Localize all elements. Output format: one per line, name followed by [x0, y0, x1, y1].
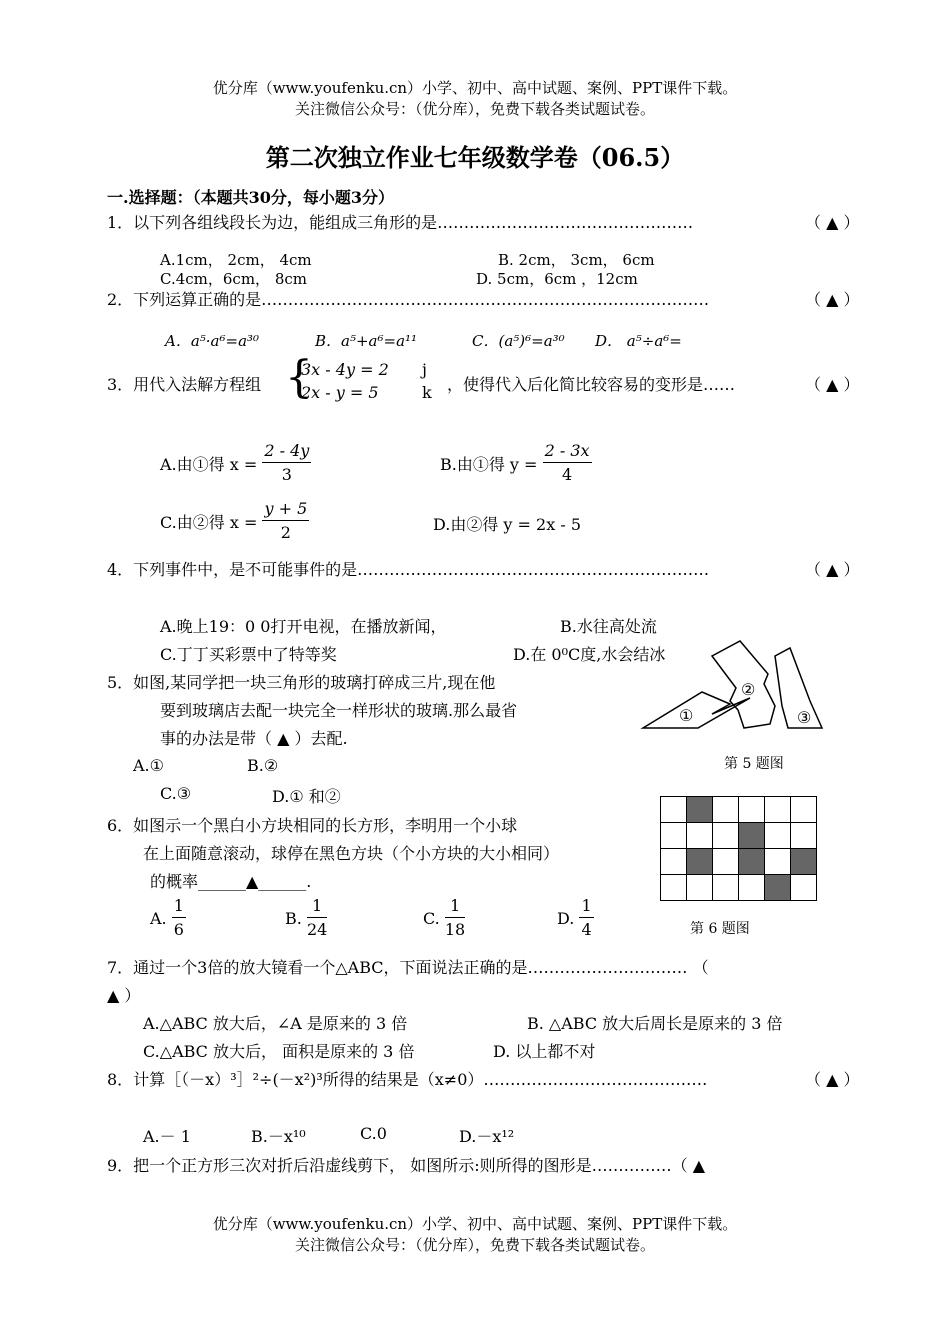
grid-cell-white: [791, 875, 817, 901]
q6-option-d: [557, 895, 594, 942]
q3-b-numerator: 2 - 3x: [543, 440, 592, 463]
q4-stem: 4．下列事件中，是不可能事件的是…………………………………………………………: [107, 560, 710, 579]
q3-option-c: [160, 498, 309, 545]
q3-equation-2: 2x - y = 5: [301, 383, 379, 402]
q3-option-c-label: C.由②得 x =: [160, 513, 258, 532]
q6-option-b-label: B.: [285, 909, 302, 928]
q8-stem: 8．计算［（－x）³］²÷(－x²)³所得的结果是（x≠0）……………………………………: [107, 1070, 708, 1089]
grid-cell-black: [791, 849, 817, 875]
q6-option-a-label: A.: [150, 909, 167, 928]
q2-option-d: D． a⁵÷a⁶=: [595, 332, 682, 350]
q2-option-a: A．a⁵·a⁶=a³⁰: [165, 332, 260, 350]
q6-d-denominator: 4: [581, 920, 592, 939]
q3-option-b-fraction: [543, 440, 592, 487]
grid-cell-white: [661, 823, 687, 849]
q2-option-c: C．(a⁵)⁶=a³⁰: [472, 332, 565, 350]
q4-option-a: A.晚上19：0 0打开电视，在播放新闻，: [160, 617, 447, 636]
q5-line-3: 事的办法是带（ ▲ ）去配.: [160, 729, 348, 748]
q1-option-d: D. 5cm，6cm ，12cm: [476, 270, 638, 288]
glass-label-3: ③: [797, 708, 812, 727]
q4-option-d: D.在 0⁰C度,水会结冰: [513, 645, 666, 664]
grid-cell-black: [687, 849, 713, 875]
grid-cell-white: [791, 823, 817, 849]
grid-row: [661, 849, 817, 875]
q6-option-a-fraction: [172, 895, 186, 942]
glass-label-1: ①: [679, 706, 694, 725]
q6-b-denominator: 24: [306, 920, 328, 939]
grid-cell-white: [661, 875, 687, 901]
q6-option-a: [150, 895, 186, 942]
q6-option-b: [285, 895, 327, 942]
q6-line-3: 的概率______▲______.: [150, 872, 312, 891]
grid-cell-black: [739, 849, 765, 875]
header-line-1: 优分库（www.youfenku.cn）小学、初中、高中试题、案例、PPT课件下载。: [212, 79, 738, 97]
glass-piece-1: [643, 692, 750, 728]
grid-cell-black: [739, 823, 765, 849]
grid-cell-white: [765, 823, 791, 849]
grid-cell-white: [713, 797, 739, 823]
grid-row: [661, 797, 817, 823]
q6-grid-figure: [660, 796, 817, 901]
q8-answer-blank: （ ▲ ）: [805, 1070, 860, 1089]
header-line-2: 关注微信公众号：（优分库），免费下载各类试题试卷。: [294, 100, 655, 118]
q4-option-c: C.丁丁买彩票中了特等奖: [160, 645, 337, 664]
page-title: 第二次独立作业七年级数学卷（06.5）: [265, 143, 685, 172]
q7-option-c: C.△ABC 放大后， 面积是原来的 3 倍: [143, 1042, 415, 1061]
q6-b-numerator: 1: [307, 895, 327, 918]
grid-cell-white: [765, 849, 791, 875]
grid-cell-white: [661, 849, 687, 875]
q4-answer-blank: （ ▲ ）: [805, 560, 860, 579]
q3-mark-2: k: [422, 383, 432, 402]
q1-answer-blank: （ ▲ ）: [805, 213, 860, 232]
q3-c-denominator: 2: [280, 523, 291, 542]
q7-stem: 7．通过一个3倍的放大镜看一个△ABC，下面说法正确的是………………………… （: [107, 958, 709, 977]
q4-option-b: B.水往高处流: [560, 617, 657, 636]
q3-stem-pre: 3．用代入法解方程组: [107, 375, 262, 394]
q7-option-d: D. 以上都不对: [493, 1042, 596, 1061]
q3-answer-blank: （ ▲ ）: [805, 375, 860, 394]
grid-cell-white: [713, 875, 739, 901]
q3-equation-1: 3x - 4y = 2: [301, 360, 389, 379]
q6-d-numerator: 1: [579, 895, 593, 918]
q6-line-2: 在上面随意滚动，球停在黑色方块（个小方块的大小相同）: [143, 844, 560, 863]
q8-option-a: A.－ 1: [143, 1127, 191, 1146]
grid-cell-black: [765, 875, 791, 901]
grid-cell-white: [765, 797, 791, 823]
q5-option-d: D.① 和②: [272, 787, 341, 806]
q3-option-a-fraction: [262, 440, 311, 487]
q5-line-1: 5．如图,某同学把一块三角形的玻璃打碎成三片,现在他: [107, 673, 496, 692]
q6-c-denominator: 18: [444, 920, 466, 939]
grid-cell-white: [713, 849, 739, 875]
q1-option-b: B. 2cm， 3cm， 6cm: [498, 251, 655, 269]
glass-label-2: ②: [741, 680, 756, 699]
grid-cell-white: [739, 797, 765, 823]
grid-row: [661, 875, 817, 901]
q6-option-d-fraction: [579, 895, 593, 942]
q2-answer-blank: （ ▲ ）: [805, 290, 860, 309]
q3-a-numerator: 2 - 4y: [262, 440, 311, 463]
q8-option-b: B.－x¹⁰: [251, 1127, 306, 1146]
q6-option-d-label: D.: [557, 909, 575, 928]
q6-line-1: 6．如图示一个黑白小方块相同的长方形，李明用一个小球: [107, 816, 518, 835]
q5-option-a: A.①: [133, 756, 164, 775]
section-heading: 一.选择题：（本题共30分，每小题3分）: [107, 188, 394, 207]
q8-option-d: D.－x¹²: [459, 1127, 515, 1146]
q3-option-a-label: A.由①得 x =: [160, 455, 258, 474]
q5-option-b: B.②: [247, 756, 279, 775]
footer-line-1: 优分库（www.youfenku.cn）小学、初中、高中试题、案例、PPT课件下载。: [212, 1215, 738, 1233]
q5-line-2: 要到玻璃店去配一块完全一样形状的玻璃.那么最省: [160, 701, 518, 720]
q8-option-c: C.0: [360, 1124, 387, 1143]
q3-brace: {: [285, 352, 313, 403]
grid-cell-white: [791, 797, 817, 823]
q5-caption: 第 5 题图: [724, 756, 784, 772]
q7-option-b: B. △ABC 放大后周长是原来的 3 倍: [527, 1014, 783, 1033]
q3-option-b: [440, 440, 592, 487]
q6-c-numerator: 1: [445, 895, 465, 918]
q9-stem: 9．把一个正方形三次对折后沿虚线剪下， 如图所示:则所得的图形是……………（ ▲: [107, 1156, 706, 1175]
q1-option-c: C.4cm，6cm， 8cm: [160, 270, 307, 288]
q6-a-denominator: 6: [173, 920, 184, 939]
q6-option-c-fraction: [445, 895, 465, 942]
q3-b-denominator: 4: [561, 465, 573, 484]
q7-stem-continued: ▲ ）: [107, 986, 141, 1005]
q3-mark-1: j: [422, 360, 427, 379]
grid-cell-white: [713, 823, 739, 849]
q3-option-b-label: B.由①得 y =: [440, 455, 538, 474]
q6-option-b-fraction: [307, 895, 327, 942]
q3-option-d: D.由②得 y = 2x - 5: [433, 515, 582, 534]
grid-cell-white: [739, 875, 765, 901]
q6-caption: 第 6 题图: [690, 921, 750, 937]
q3-c-numerator: y + 5: [262, 498, 309, 521]
q3-stem-post: ，使得代入后化简比较容易的变形是……: [447, 375, 736, 394]
grid-cell-white: [687, 875, 713, 901]
q1-stem: 1．以下列各组线段长为边，能组成三角形的是…………………………………………: [107, 213, 694, 232]
q3-option-a: [160, 440, 311, 487]
q6-option-c-label: C.: [423, 909, 440, 928]
q6-option-c: [423, 895, 465, 942]
footer-line-2: 关注微信公众号：（优分库），免费下载各类试题试卷。: [294, 1236, 655, 1254]
grid-cell-black: [687, 797, 713, 823]
q2-stem: 2．下列运算正确的是…………………………………………………………………………: [107, 290, 710, 309]
q7-option-a: A.△ABC 放大后，∠A 是原来的 3 倍: [143, 1014, 408, 1033]
grid-cell-white: [661, 797, 687, 823]
q3-option-c-fraction: [262, 498, 309, 545]
q1-option-a: A.1cm， 2cm， 4cm: [160, 251, 312, 269]
grid-cell-white: [687, 823, 713, 849]
q2-option-b: B．a⁵+a⁶=a¹¹: [315, 332, 418, 350]
grid-row: [661, 823, 817, 849]
q3-a-denominator: 3: [281, 465, 292, 484]
q5-option-c: C.③: [160, 784, 192, 803]
q6-a-numerator: 1: [172, 895, 186, 918]
